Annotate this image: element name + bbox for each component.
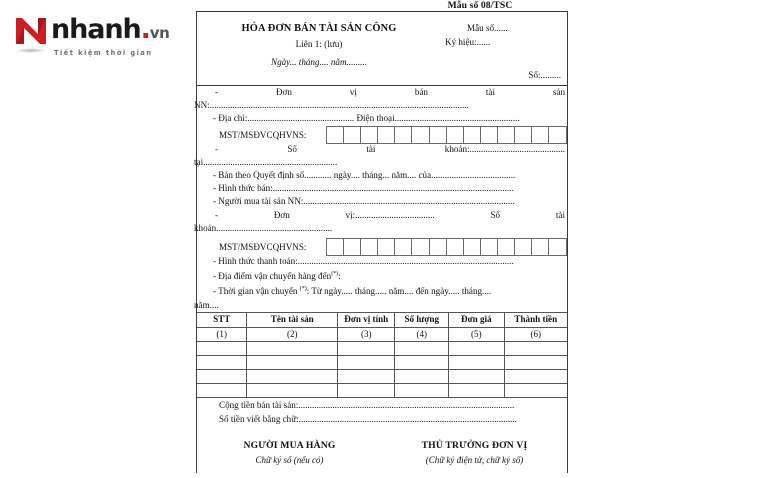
assets-table-number-row [197,327,567,341]
tax-code-cell[interactable] [464,239,481,255]
cell-stt[interactable] [197,356,247,370]
tax-code-cell[interactable] [430,127,447,143]
seller-account-dash: - [215,143,219,154]
seller-unit-justified [199,86,565,99]
delivery-time-line [197,283,567,298]
amount-in-words-line: Số tiền viết bằng chữ:................................................................................................ [219,414,517,425]
cell-unit[interactable] [338,356,395,370]
cell-stt[interactable] [197,370,247,384]
cell-amount[interactable] [504,370,567,384]
logo-dot: . [140,14,150,45]
buyer-unit-justified [199,209,565,222]
delivery-place-label: - Địa điểm vận chuyển hàng đến [213,271,332,282]
tax-code-cell[interactable] [447,239,464,255]
nhanh-logo [14,14,179,60]
cell-unit-price[interactable] [449,384,505,398]
form-number-field: Mẫu số...... [467,23,508,33]
buyer-unit-w3: Số [490,209,501,220]
tax-code-cell[interactable] [481,127,498,143]
buyer-tax-code-row [197,238,567,255]
tax-code-cell[interactable] [327,127,344,143]
logo-row [14,14,179,48]
payment-method-line: - Hình thức thanh toán:............................................................................................... [213,256,514,267]
tax-code-cell[interactable] [532,239,549,255]
col-header-quantity: Số lượng [395,312,449,327]
buyer-unit-w2: vị:................................... [345,209,435,220]
decision-line: - Bán theo Quyết định số............ ngày.... tháng... năm.... của..................................... [213,170,516,181]
col-number-3: (3) [338,327,395,341]
signature-section [197,439,567,467]
delivery-place-line [197,268,567,283]
seller-unit-w3: bán [414,87,428,97]
buyer-signature-title: NGƯỜI MUA HÀNG [243,439,336,451]
cell-quantity[interactable] [395,342,449,356]
seller-unit-w2: vị [349,87,357,97]
cell-asset-name[interactable] [247,356,338,370]
tax-code-cell[interactable] [498,239,515,255]
tax-code-cell[interactable] [464,127,481,143]
seller-unit-w4: tài [485,87,495,97]
cell-quantity[interactable] [395,356,449,370]
tax-code-cell[interactable] [378,239,395,255]
logo-name: nhanh [51,14,141,45]
table-row[interactable] [197,342,567,356]
head-signature-title: THỦ TRƯỞNG ĐƠN VỊ [421,439,528,451]
invoice-serial-field: Số:......... [528,69,561,80]
totals-section [197,398,567,427]
invoice-document [196,11,568,473]
cell-quantity[interactable] [395,384,449,398]
tax-code-cell[interactable] [549,127,566,143]
delivery-time-footnote-marker: (*) [299,286,307,293]
tax-code-cell[interactable] [395,127,412,143]
table-row[interactable] [197,356,567,370]
col-header-amount: Thành tiền [504,312,567,327]
signature-block-buyer [197,439,382,467]
tax-code-cell[interactable] [481,239,498,255]
seller-unit-continuation: NN:.................................................................................................................. [194,100,469,111]
sale-method-line: - Hình thức bán:.......................................................................................................... [213,183,514,194]
cell-quantity[interactable] [395,370,449,384]
invoice-header [197,12,567,86]
cell-stt[interactable] [197,384,247,398]
seller-account-line [197,143,567,156]
buyer-name-line: - Người mua tài sản NN:............................................................................................. [213,196,515,207]
logo-shadow [16,48,46,53]
buyer-unit-continuation: khoản................................................... [194,222,333,233]
tax-code-cell[interactable] [344,239,361,255]
col-header-asset-name: Tên tài sản [247,312,338,327]
delivery-place-footnote-marker: (*) [331,271,339,278]
delivery-place-colon: : [338,271,341,282]
logo-tagline: Tiết kiệm thời gian [54,49,153,57]
seller-address-line: - Địa chỉ:............................................... Điện thoại....................................................... [213,113,520,124]
seller-account-w1: Số [287,143,297,154]
col-number-4: (4) [395,327,449,341]
logo-wordmark [51,15,169,48]
seller-unit-w1: Đơn [275,87,292,97]
tax-code-cell[interactable] [532,127,549,143]
cell-unit-price[interactable] [449,356,505,370]
cell-unit[interactable] [338,370,395,384]
buyer-unit-line [197,209,567,222]
cell-unit-price[interactable] [449,370,505,384]
buyer-signature-subtitle: Chữ ký số (nếu có) [255,454,324,465]
tax-code-cell[interactable] [361,239,378,255]
tax-code-cell[interactable] [412,239,429,255]
buyer-tax-code-label: MST/MSĐVCQHVNS: [219,242,307,253]
cell-asset-name[interactable] [247,342,338,356]
cell-amount[interactable] [504,356,567,370]
tax-code-cell[interactable] [430,239,447,255]
cell-stt[interactable] [197,342,247,356]
invoice-copy-label: Liên 1: (lưu) [295,39,343,50]
invoice-date-line: Ngày... tháng.... năm......... [271,57,367,68]
delivery-time-continuation: năm.... [194,299,219,310]
seller-unit-w5: sản [552,87,566,97]
cell-amount[interactable] [504,342,567,356]
table-row[interactable] [197,370,567,384]
cell-unit[interactable] [338,384,395,398]
invoice-body [194,86,567,467]
seller-unit-line [197,86,567,99]
tax-code-cell[interactable] [549,239,566,255]
cell-asset-name[interactable] [247,384,338,398]
tax-code-cell[interactable] [378,127,395,143]
seller-tax-code-input[interactable] [326,126,567,144]
invoice-header-left [197,22,441,70]
col-number-1: (1) [197,327,247,341]
cell-unit-price[interactable] [449,342,505,356]
nhanh-logo-mark-icon [14,14,48,48]
col-header-stt: STT [197,312,247,327]
col-number-5: (5) [449,327,505,341]
cell-asset-name[interactable] [247,370,338,384]
signature-block-head [382,439,567,467]
tax-code-cell[interactable] [412,127,429,143]
form-symbol-field: Ký hiệu:...... [445,37,491,48]
invoice-header-right [445,22,565,49]
seller-tax-code-row [197,126,567,143]
seller-account-w2: tài [366,143,376,154]
seller-account-justified [199,143,565,156]
assets-table-body [197,342,567,398]
invoice-title: HÓA ĐƠN BÁN TÀI SẢN CÔNG [241,23,397,34]
col-header-unit: Đơn vị tính [338,312,395,327]
seller-account-w3: khoản:.......................................... [444,143,566,154]
tax-code-cell[interactable] [515,239,532,255]
head-signature-subtitle: (Chữ ký điện tử, chữ ký số) [425,454,524,465]
tax-code-cell[interactable] [327,239,344,255]
tax-code-cell[interactable] [395,239,412,255]
seller-unit-dash: - [215,87,219,97]
delivery-time-label: - Thời gian vận chuyển [213,286,298,297]
col-number-2: (2) [247,327,338,341]
tax-code-cell[interactable] [344,127,361,143]
buyer-unit-w4: tài [555,209,565,220]
tax-code-cell[interactable] [515,127,532,143]
buyer-unit-w1: Đơn [273,209,290,220]
assets-table-header-row [197,312,567,327]
delivery-time-value: : Từ ngày..... tháng..... năm.... đến ngày..... tháng.... [306,286,492,297]
col-number-6: (6) [504,327,567,341]
col-header-unit-price: Đơn giá [449,312,505,327]
seller-account-continuation: tại........................................................... [194,156,338,167]
buyer-unit-dash: - [215,209,219,220]
tax-code-cell[interactable] [447,127,464,143]
table-row[interactable] [197,384,567,398]
total-amount-line: Cộng tiền bán tài sản:............................................................................................... [219,400,515,411]
tax-code-cell[interactable] [498,127,515,143]
seller-tax-code-label: MST/MSĐVCQHVNS: [219,129,307,140]
cell-amount[interactable] [504,384,567,398]
logo-tld: vn [149,24,170,42]
cell-unit[interactable] [338,342,395,356]
buyer-tax-code-input[interactable] [326,238,567,256]
form-code-top: Mẫu số 08/TSC [447,0,513,11]
tax-code-cell[interactable] [361,127,378,143]
assets-table [197,312,567,398]
